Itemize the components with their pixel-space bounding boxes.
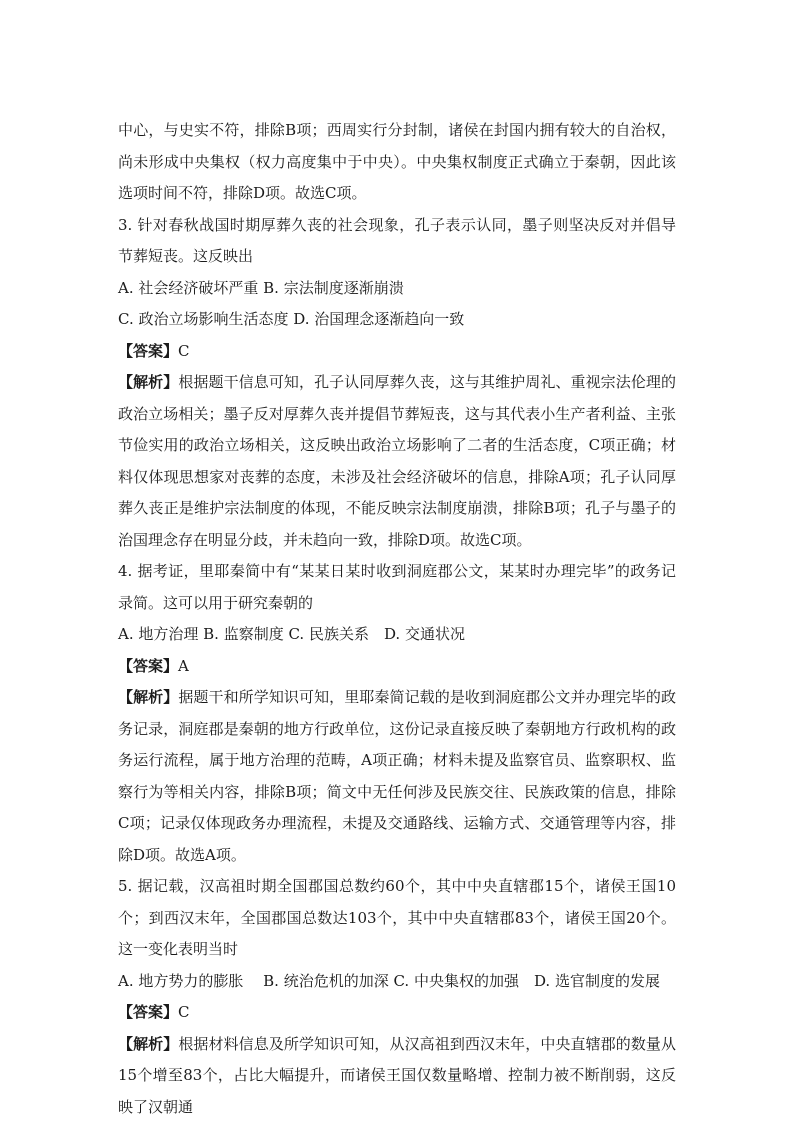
question-5-options: A. 地方势力的膨胀 B. 统治危机的加深 C. 中央集权的加强 D. 选官制度的发展 [118,971,660,990]
intro-paragraph: 中心，与史实不符，排除B项；西周实行分封制，诸侯在封国内拥有较大的自治权，尚未形成中央集权（权力高度集中于中央）。中央集权制度正式确立于秦朝，因此该选项时间不符，排除D项。故选C项。 [118,121,676,202]
question-5-answer [118,997,676,1029]
question-4-stem: 4. 据考证，里耶秦简中有“某某日某时收到洞庭郡公文，某某时办理完毕”的政务记录简。这可以用于研究秦朝的 [118,562,676,612]
answer-label: 【答案】 [118,341,179,360]
analysis-text: 根据题干信息可知，孔子认同厚葬久丧，这与其维护周礼、重视宗法伦理的政治立场相关；墨子反对厚葬久丧并提倡节葬短丧，这与其代表小生产者利益、主张节俭实用的政治立场相关，这反映出政治立场影响了二者的生活态度，C项正确；材料仅体现思想家对丧葬的态度，未涉及社会经济破坏的信息，排除A项；孔子认同厚葬久丧正是维护宗法制度的体现，不能反映宗法制度崩溃，排除B项；孔子与墨子的治国理念存在明显分歧，并未趋向一致，排除D项。故选C项。 [118,373,676,549]
answer-value: C [178,1003,190,1021]
analysis-text: 据题干和所学知识可知，里耶秦简记载的是收到洞庭郡公文并办理完毕的政务记录，洞庭郡是秦朝的地方行政单位，这份记录直接反映了秦朝地方行政机构的政务运行流程，属于地方治理的范畴，A项正确；材料未提及监察官员、监察职权、监察行为等相关内容，排除B项；简文中无任何涉及民族交往、民族政策的信息，排除C项；记录仅体现政务办理流程，未提及交通路线、运输方式、交通管理等内容，排除D项。故选A项。 [118,688,676,864]
answer-label: 【答案】 [118,1003,179,1021]
document-body [118,115,676,1123]
question-3-options-cd: C. 政治立场影响生活态度 D. 治国理念逐渐趋向一致 [118,310,465,328]
analysis-text: 根据材料信息及所学知识可知，从汉高祖到西汉末年，中央直辖郡的数量从15个增至83个，占比大幅提升，而诸侯王国仅数量略增、控制力被不断削弱，这反映了汉朝通 [118,1034,676,1116]
question-3-analysis [118,367,676,556]
analysis-label: 【解析】 [118,373,179,391]
question-3-options-ab: A. 社会经济破坏严重 B. 宗法制度逐渐崩溃 [118,278,404,297]
question-4-options: A. 地方治理 B. 监察制度 C. 民族关系 D. 交通状况 [118,625,465,643]
answer-value: C [178,341,190,360]
question-4-answer [118,651,676,683]
answer-value: A [178,656,189,675]
question-5-analysis [118,1029,676,1123]
answer-label: 【答案】 [118,656,179,675]
question-4-analysis [118,682,676,871]
question-3-answer [118,336,676,368]
question-5-stem: 5. 据记载，汉高祖时期全国郡国总数约60个，其中中央直辖郡15个，诸侯王国10个；到西汉末年，全国郡国总数达103个，其中中央直辖郡83个，诸侯王国20个。这一变化表明当时 [118,877,676,958]
question-3-stem: 3. 针对春秋战国时期厚葬久丧的社会现象，孔子表示认同，墨子则坚决反对并倡导节葬短丧。这反映出 [118,215,676,265]
analysis-label: 【解析】 [118,688,179,706]
analysis-label: 【解析】 [118,1034,179,1053]
